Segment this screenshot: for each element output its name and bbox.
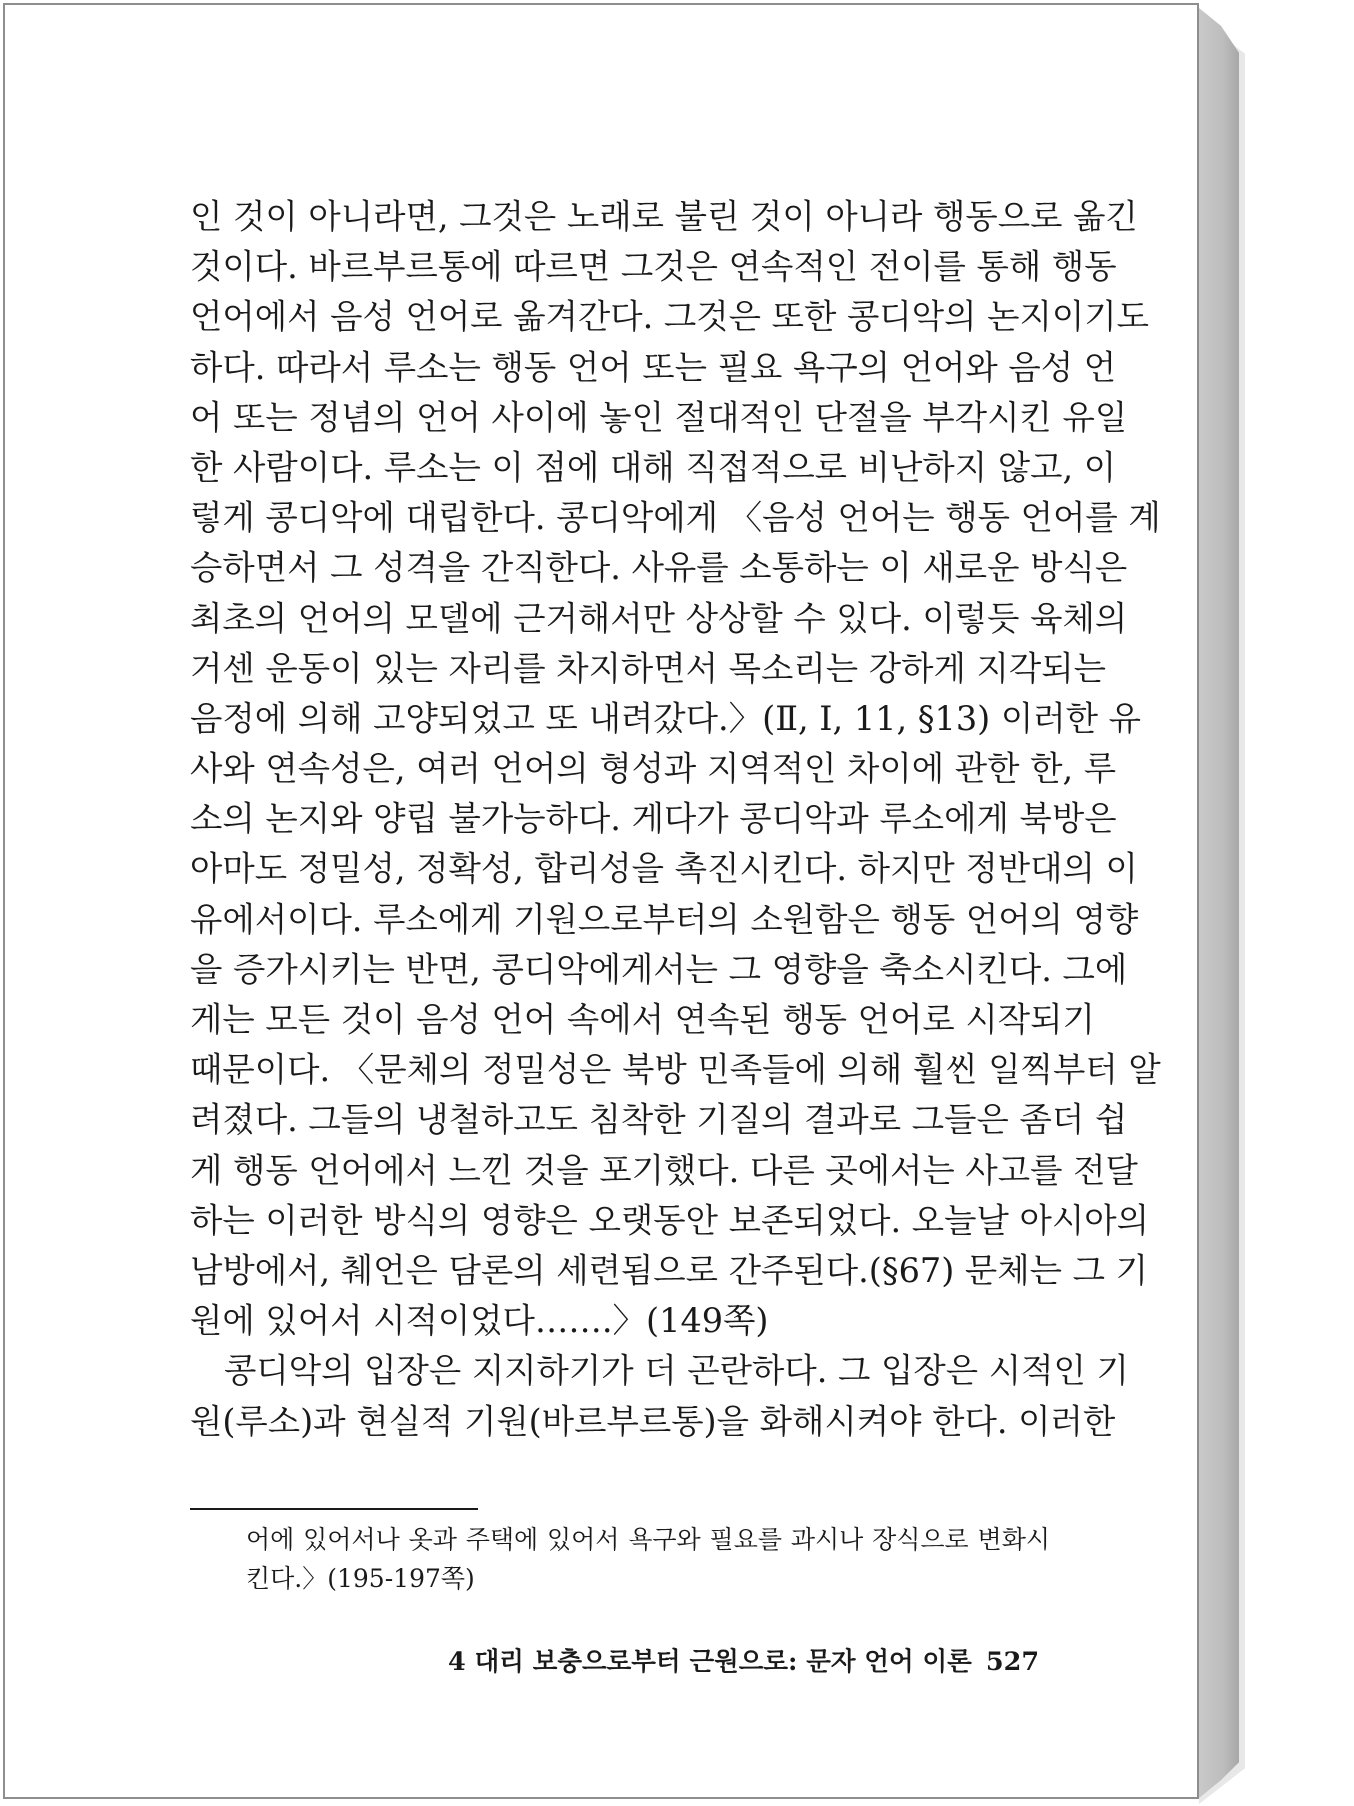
body-line: 언어에서 음성 언어로 옮겨간다. 그것은 또한 콩디악의 논지이기도 bbox=[190, 297, 1149, 337]
page-number: 527 bbox=[985, 1647, 1040, 1677]
body-line: 한 사람이다. 루소는 이 점에 대해 직접적으로 비난하지 않고, 이 bbox=[190, 447, 1117, 487]
body-line: 어 또는 정념의 언어 사이에 놓인 절대적인 단절을 부각시킨 유일 bbox=[190, 397, 1128, 437]
body-line: 사와 연속성은, 여러 언어의 형성과 지역적인 차이에 관한 한, 루 bbox=[190, 749, 1117, 789]
body-line: 때문이다. 〈문체의 정밀성은 북방 민족들에 의해 훨씬 일찍부터 알 bbox=[190, 1050, 1161, 1090]
body-line: 승하면서 그 성격을 간직한다. 사유를 소통하는 이 새로운 방식은 bbox=[190, 548, 1128, 588]
body-line: 원(루소)과 현실적 기원(바르부르통)을 화해시켜야 한다. 이러한 bbox=[190, 1401, 1116, 1441]
footnote-separator bbox=[190, 1508, 478, 1510]
body-line: 려졌다. 그들의 냉철하고도 침착한 기질의 결과로 그들은 좀더 쉽 bbox=[190, 1100, 1128, 1140]
footnote bbox=[246, 1520, 1050, 1598]
body-line: 소의 논지와 양립 불가능하다. 게다가 콩디악과 루소에게 북방은 bbox=[190, 799, 1117, 839]
body-line: 최초의 언어의 모델에 근거해서만 상상할 수 있다. 이렇듯 육체의 bbox=[190, 598, 1128, 638]
body-line: 거센 운동이 있는 자리를 차지하면서 목소리는 강하게 지각되는 bbox=[190, 648, 1106, 688]
body-line: 음정에 의해 고양되었고 또 내려갔다.〉(Ⅱ, Ⅰ, 11, §13) 이러한 유 bbox=[190, 698, 1141, 738]
footnote-line: 킨다.〉(195-197쪽) bbox=[246, 1564, 475, 1593]
body-line: 을 증가시키는 반면, 콩디악에게서는 그 영향을 축소시킨다. 그에 bbox=[190, 949, 1128, 989]
footnote-line: 어에 있어서나 옷과 주택에 있어서 욕구와 필요를 과시나 장식으로 변화시 bbox=[246, 1525, 1050, 1554]
running-footer bbox=[448, 1642, 1040, 1678]
body-line: 인 것이 아니라면, 그것은 노래로 불린 것이 아니라 행동으로 옮긴 bbox=[190, 197, 1138, 236]
body-line: 아마도 정밀성, 정확성, 합리성을 촉진시킨다. 하지만 정반대의 이 bbox=[190, 849, 1138, 889]
body-line-paragraph-end: 원에 있어서 시적이었다…….〉(149쪽) bbox=[190, 1301, 769, 1341]
running-title: 4 대리 보충으로부터 근원으로: 문자 언어 이론 bbox=[448, 1647, 972, 1677]
body-line: 게 행동 언어에서 느낀 것을 포기했다. 다른 곳에서는 사고를 전달 bbox=[190, 1150, 1138, 1190]
body-line-paragraph-start: 콩디악의 입장은 지지하기가 더 곤란하다. 그 입장은 시적인 기 bbox=[224, 1351, 1129, 1391]
page-stack-edge bbox=[1199, 8, 1239, 1798]
body-line: 남방에서, 췌언은 담론의 세련됨으로 간주된다.(§67) 문체는 그 기 bbox=[190, 1250, 1149, 1290]
body-line: 유에서이다. 루소에게 기원으로부터의 소원함은 행동 언어의 영향 bbox=[190, 899, 1139, 939]
body-line: 것이다. 바르부르통에 따르면 그것은 연속적인 전이를 통해 행동 bbox=[190, 247, 1117, 287]
body-line: 하는 이러한 방식의 영향은 오랫동안 보존되었다. 오늘날 아시아의 bbox=[190, 1200, 1149, 1240]
body-text bbox=[190, 192, 1161, 1447]
body-line: 렇게 콩디악에 대립한다. 콩디악에게 〈음성 언어는 행동 언어를 계 bbox=[190, 498, 1161, 538]
body-line: 하다. 따라서 루소는 행동 언어 또는 필요 욕구의 언어와 음성 언 bbox=[190, 347, 1117, 387]
body-line: 게는 모든 것이 음성 언어 속에서 연속된 행동 언어로 시작되기 bbox=[190, 1000, 1095, 1039]
